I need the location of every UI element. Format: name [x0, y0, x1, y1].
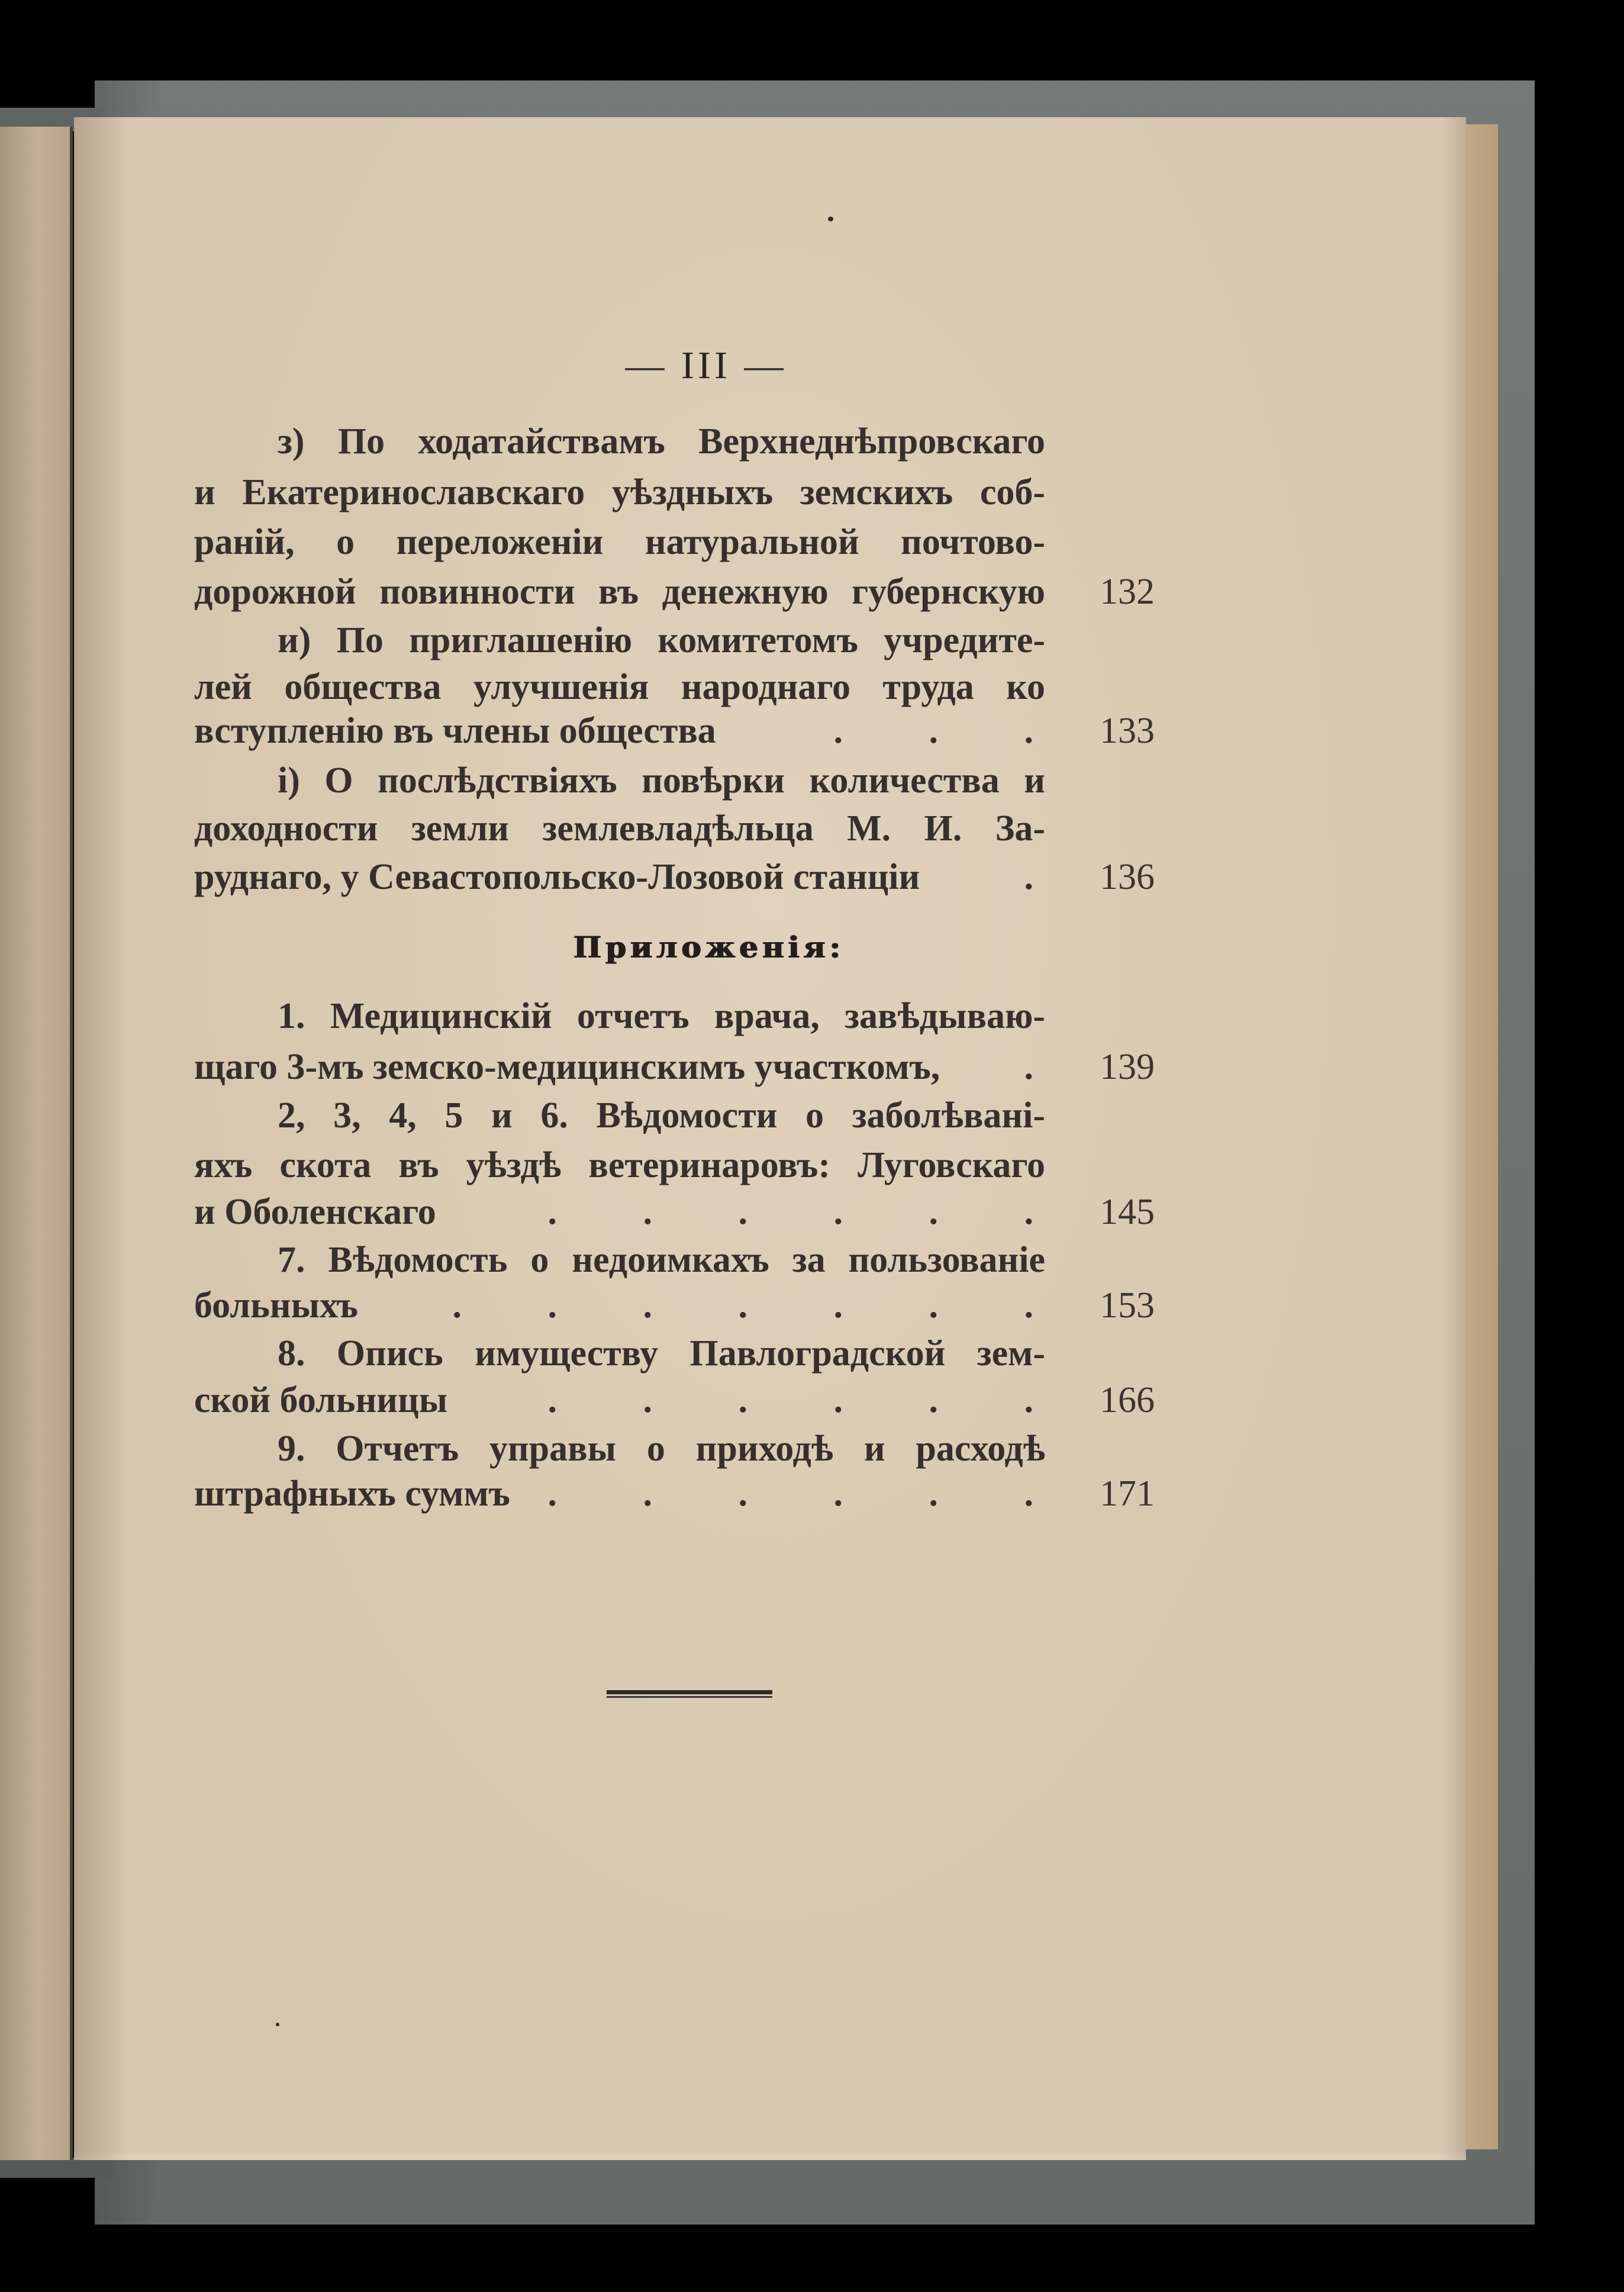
appendix-line: 1. Медицинскій отчетъ врача, завѣдываю-: [278, 996, 1045, 1036]
appendix-page-number: 171: [1100, 1474, 1155, 1514]
appendix-page-number: 166: [1100, 1380, 1155, 1420]
dot-leader: . . . . . .: [547, 1192, 1033, 1232]
facing-cover-edge-bottom: [0, 2158, 112, 2178]
dot-leader: .: [1024, 857, 1033, 897]
dot-leader: . . .: [833, 711, 1033, 751]
toc-page-number: 132: [1100, 572, 1155, 612]
toc-page-number: 136: [1100, 857, 1155, 897]
toc-page-number: 133: [1100, 711, 1155, 751]
appendix-heading: Приложенія:: [573, 930, 845, 965]
appendix-line: яхъ скота въ уѣздѣ ветеринаровъ: Луговскаго: [194, 1145, 1045, 1185]
toc-entry-final-line: [194, 853, 1045, 901]
closing-rule: [607, 1690, 772, 1698]
appendix-entry-final-line: [194, 1043, 1045, 1091]
toc-line: лей общества улучшенія народнаго труда ко: [194, 667, 1045, 707]
appendix-page-number: 139: [1100, 1047, 1155, 1087]
appendix-entry-final-line: [194, 1188, 1045, 1236]
appendix-entry-text: ской больницы: [194, 1380, 448, 1420]
toc-line: и) По приглашенію комитетомъ учредите-: [278, 620, 1045, 660]
appendix-entry-text: штрафныхъ суммъ: [194, 1474, 510, 1514]
toc-entry-text: руднаго, у Севастопольско-Лозовой станціи: [194, 857, 920, 897]
appendix-entry-text: щаго 3-мъ земско-медицинскимъ участкомъ,: [194, 1047, 940, 1087]
toc-line: доходности земли землевладѣльца М. И. За-: [194, 808, 1045, 849]
toc-entry-final-line: [194, 707, 1045, 755]
appendix-page-number: 153: [1100, 1285, 1155, 1326]
dot-leader: . . . . . . .: [452, 1285, 1033, 1326]
dot-leader: . . . . . .: [547, 1380, 1033, 1420]
appendix-page-number: 145: [1100, 1192, 1155, 1232]
ink-speck: [828, 217, 833, 221]
appendix-entry-final-line: [194, 1470, 1045, 1517]
appendix-line: 8. Опись имуществу Павлоградской зем-: [278, 1333, 1045, 1374]
appendix-line: 7. Вѣдомость о недоимкахъ за пользованіе: [278, 1240, 1045, 1280]
appendix-line: 2, 3, 4, 5 и 6. Вѣдомости о заболѣвані-: [278, 1095, 1045, 1136]
toc-line: и Екатеринославскаго уѣздныхъ земскихъ соб-: [194, 472, 1045, 512]
dot-leader: .: [1024, 1047, 1033, 1087]
ink-speck: [276, 2023, 279, 2026]
toc-line: раній, о переложеніи натуральной почтово-: [194, 522, 1045, 562]
toc-entry-text: вступленію въ члены общества: [194, 711, 716, 751]
toc-line: і) О послѣдствіяхъ повѣрки количества и: [278, 760, 1045, 801]
appendix-line: 9. Отчетъ управы о приходѣ и расходѣ: [278, 1429, 1045, 1469]
toc-entry-final-line: дорожной повинности въ денежную губернскую: [194, 572, 1045, 612]
appendix-entry-final-line: [194, 1377, 1045, 1424]
appendix-entry-final-line: [194, 1282, 1045, 1329]
appendix-entry-text: больныхъ: [194, 1285, 358, 1326]
facing-page-edge: [0, 127, 73, 2160]
dot-leader: . . . . . .: [547, 1474, 1033, 1514]
toc-line: з) По ходатайствамъ Верхнеднѣпровскаго: [278, 421, 1045, 462]
appendix-entry-text: и Оболенскаго: [194, 1192, 436, 1232]
page-folio: — III —: [625, 344, 787, 387]
